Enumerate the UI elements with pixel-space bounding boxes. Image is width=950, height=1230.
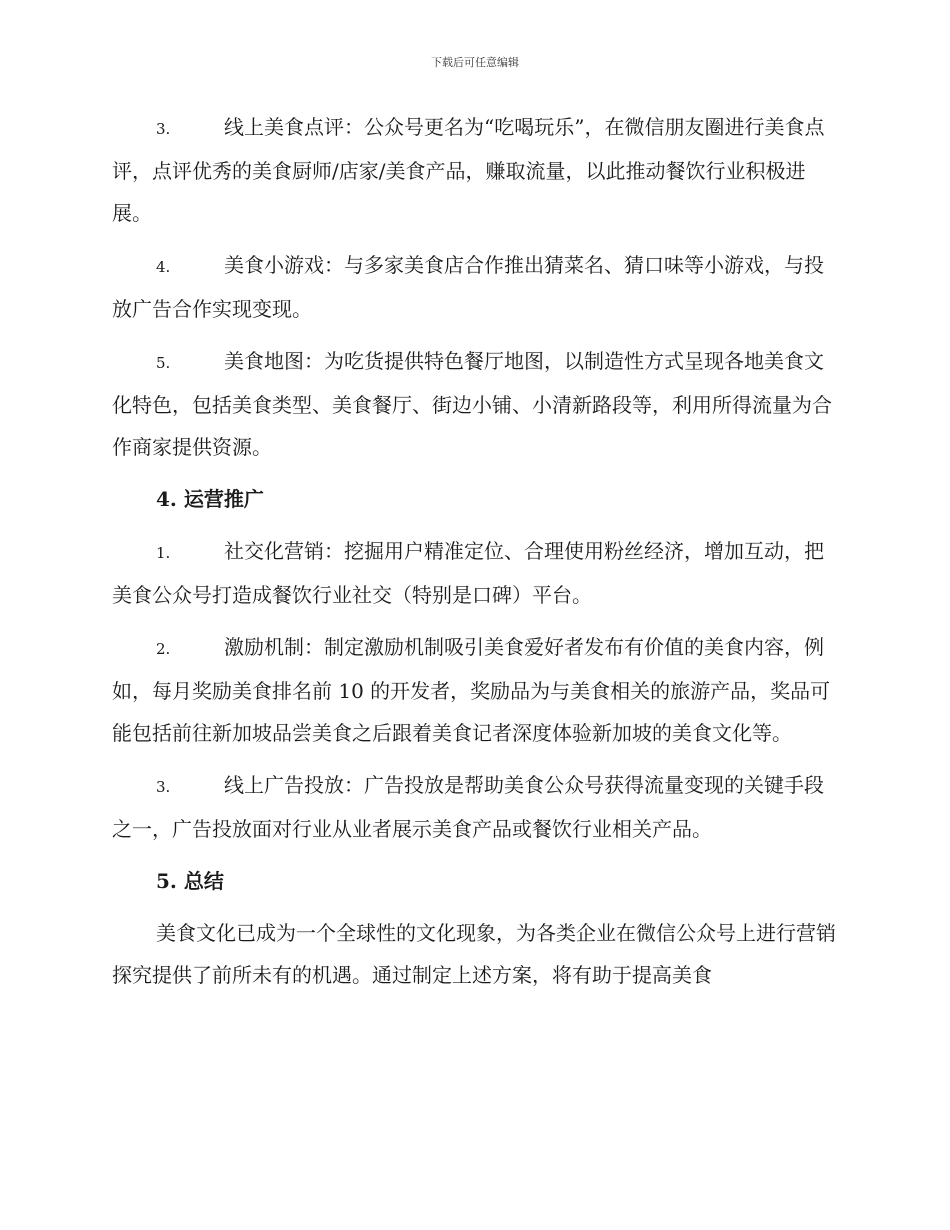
list-number: 3. — [156, 778, 171, 796]
section-heading-operations: 4. 运营推广 — [156, 487, 264, 511]
list-item — [112, 106, 838, 234]
list-text: 美食地图：为吃货提供特色餐厅地图，以制造性方式呈现各地美食文化特色，包括美食类型、美食餐厅、街边小铺、小清新路段等，利用所得流量为合作商家提供资源。 — [112, 349, 832, 459]
list-text: 美食小游戏：与多家美食店合作推出猜菜名、猜口味等小游戏，与投放广告合作实现变现。 — [112, 253, 824, 321]
summary-paragraph: 美食文化已成为一个全球性的文化现象，为各类企业在微信公众号上进行营销探究提供了前所未有的机遇。通过制定上述方案，将有助于提高美食 — [112, 921, 836, 987]
list-text: 社交化营销：挖掘用户精准定位、合理使用粉丝经济，增加互动，把美食公众号打造成餐饮行业社交（特别是口碑）平台。 — [112, 539, 824, 607]
list-text: 激励机制：制定激励机制吸引美食爱好者发布有价值的美食内容，例如，每月奖励美食排名前 10 的开发者，奖励品为与美食相关的旅游产品，奖品可能包括前往新加坡品尝美食之后跟着美食记者深度体验新加坡的美食文化等。 — [112, 635, 831, 745]
page-header: 下载后可任意编辑 — [431, 56, 519, 69]
list-number: 4. — [156, 258, 171, 276]
list-number: 1. — [156, 544, 171, 562]
list-text: 线上美食点评：公众号更名为“吃喝玩乐”，在微信朋友圈进行美食点评，点评优秀的美食厨师/店家/美食产品，赚取流量，以此推动餐饮行业积极进展。 — [112, 115, 825, 225]
document-body — [112, 106, 838, 996]
list-number: 5. — [156, 354, 171, 372]
list-item — [112, 764, 838, 850]
section-heading-summary: 5. 总结 — [156, 869, 224, 893]
list-item — [112, 626, 838, 754]
list-item — [112, 340, 838, 468]
list-item — [112, 244, 838, 330]
list-item — [112, 530, 838, 616]
list-text: 线上广告投放：广告投放是帮助美食公众号获得流量变现的关键手段之一，广告投放面对行业从业者展示美食产品或餐饮行业相关产品。 — [112, 773, 824, 841]
list-number: 2. — [156, 640, 171, 658]
list-number: 3. — [156, 120, 171, 138]
